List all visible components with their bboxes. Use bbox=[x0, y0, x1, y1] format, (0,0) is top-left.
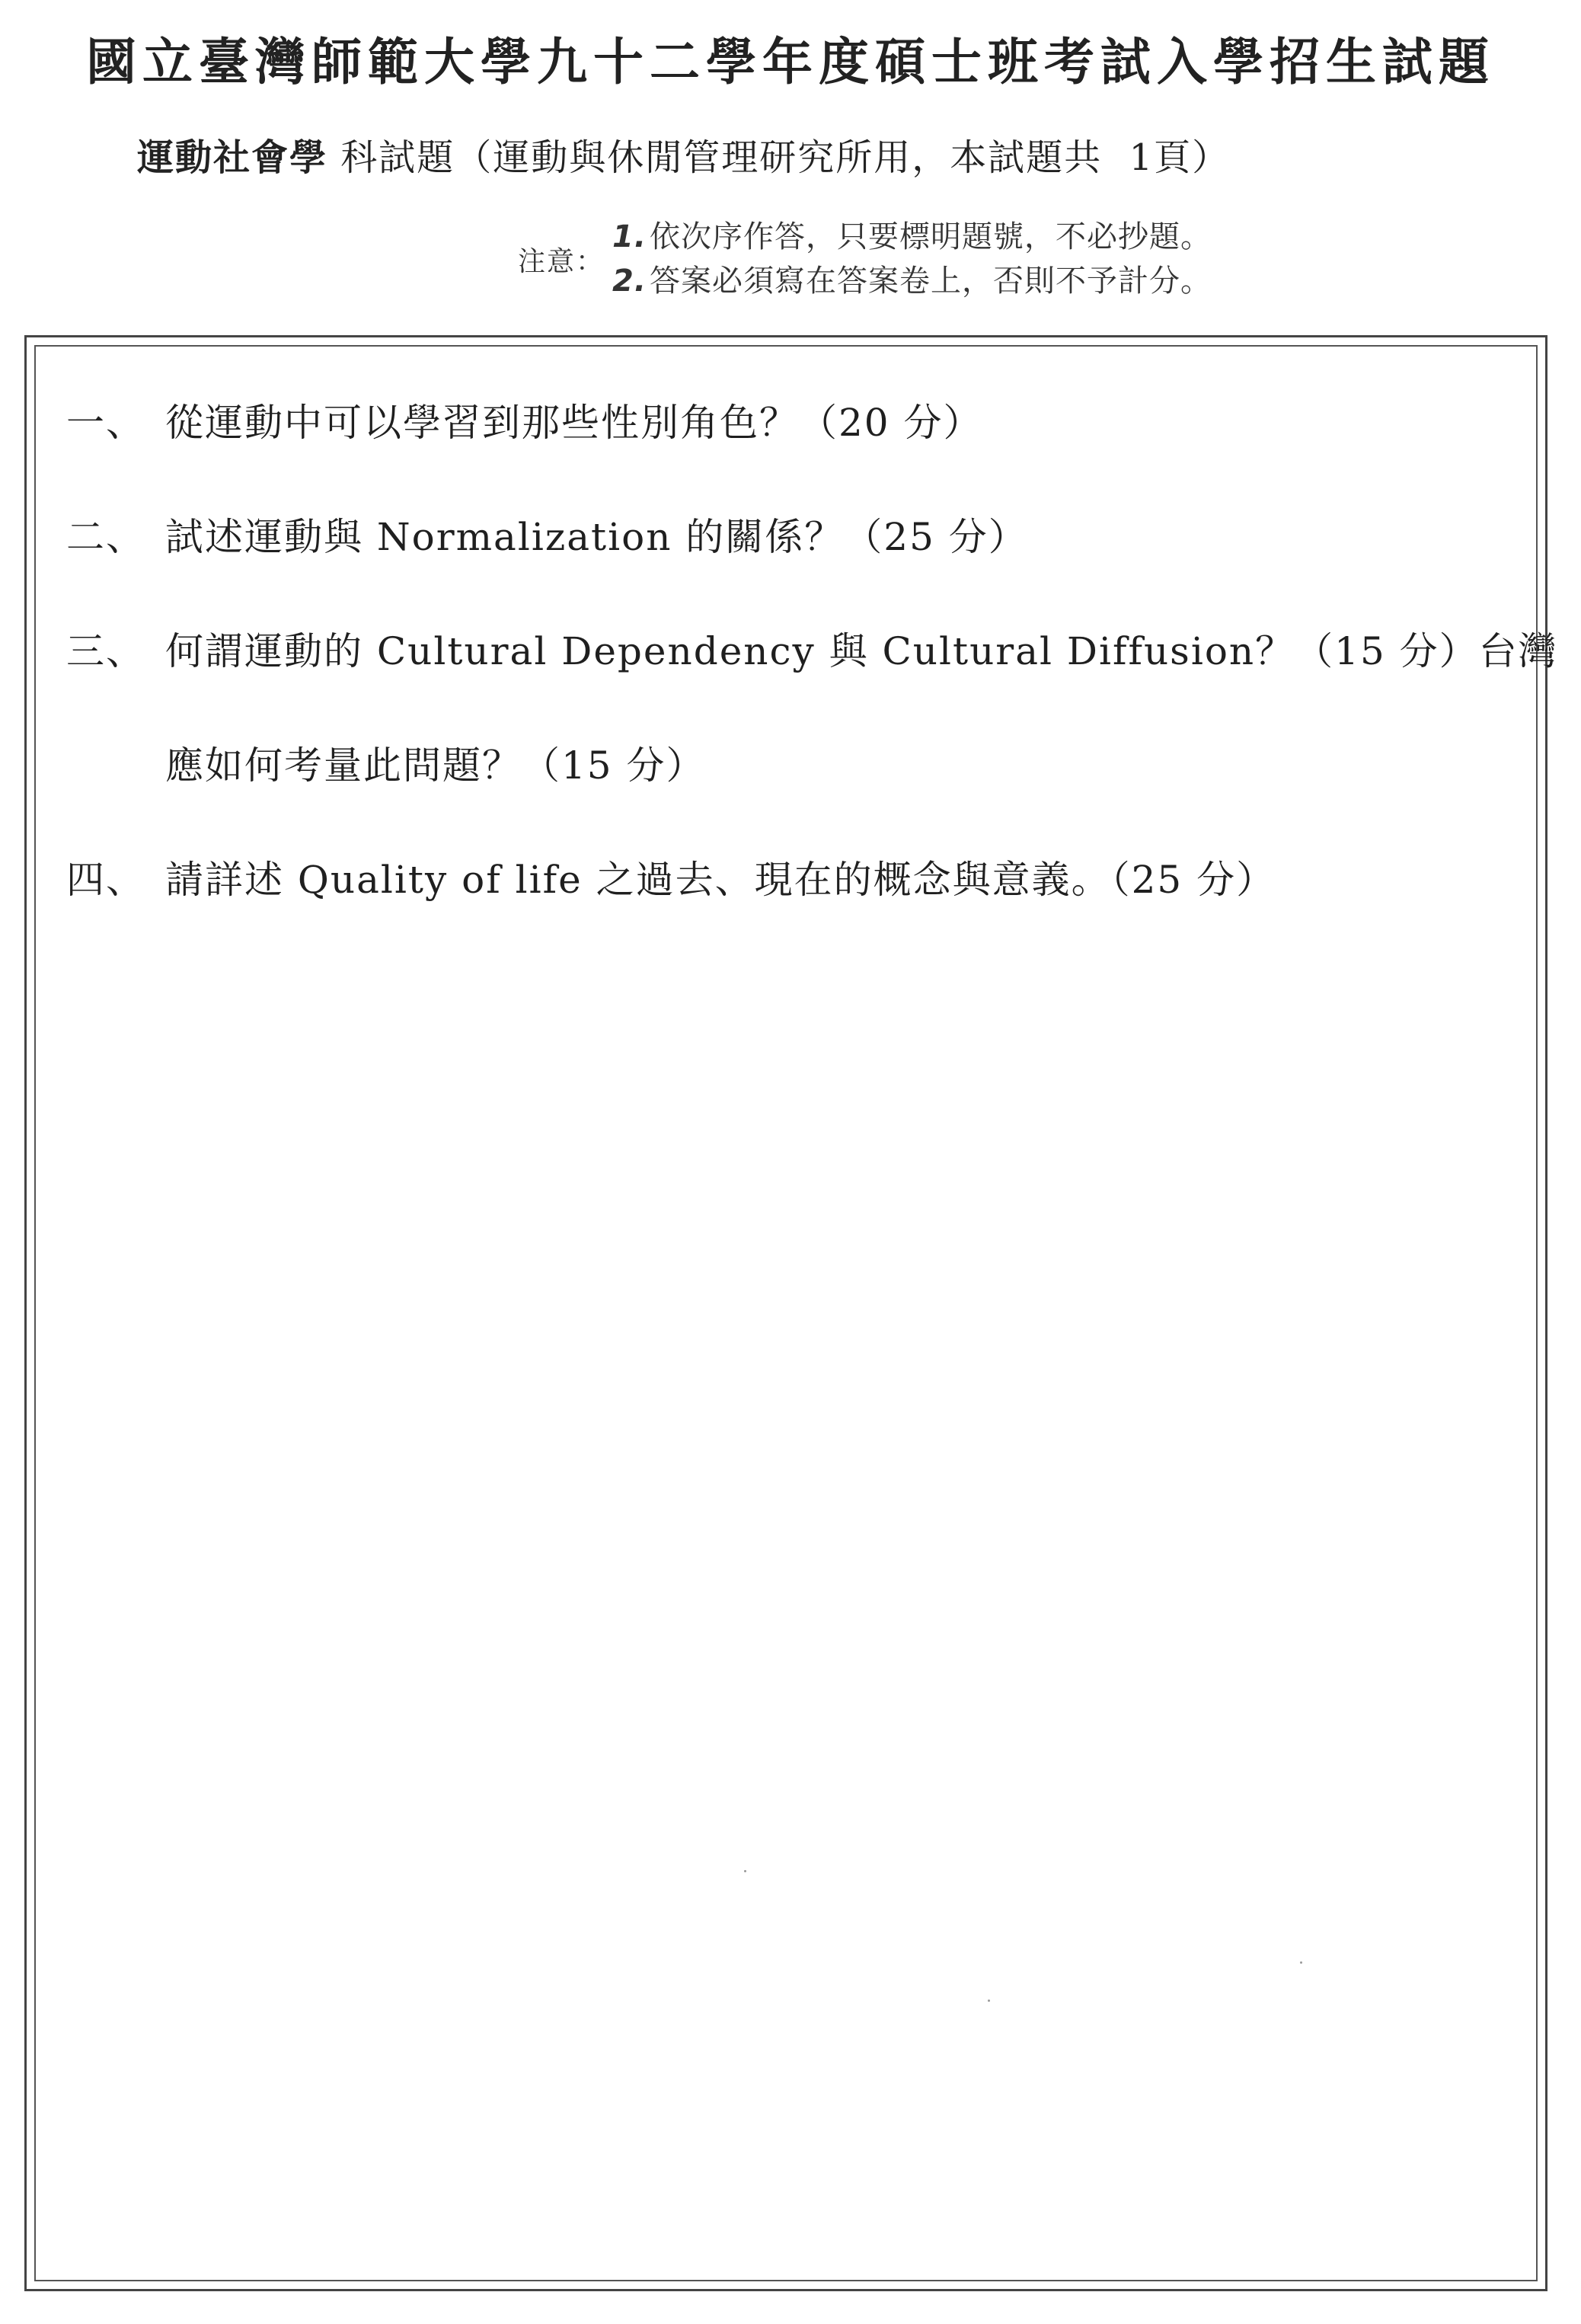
question-2 bbox=[66, 507, 1028, 561]
question-frame bbox=[24, 335, 1558, 2291]
subject-suffix: 科試題（運動與休閒管理研究所用，本試題共 bbox=[340, 136, 1103, 179]
subject-line bbox=[137, 128, 1230, 181]
page-count: 1頁） bbox=[1129, 136, 1231, 179]
notice-item-text: 答案必須寫在答案卷上，否則不予計分。 bbox=[650, 264, 1212, 299]
question-4 bbox=[66, 849, 1276, 904]
question-3-continuation: 應如何考量此問題？（15 分） bbox=[165, 743, 706, 788]
question-number: 一、 bbox=[66, 401, 145, 445]
notice-item-text: 依次序作答，只要標明題號，不必抄題。 bbox=[650, 219, 1212, 254]
notice-item-number: 2. bbox=[612, 264, 647, 299]
exam-title: 國立臺灣師範大學九十二學年度碩士班考試入學招生試題 bbox=[86, 32, 1495, 91]
scan-speck bbox=[744, 1870, 746, 1872]
question-number: 四、 bbox=[66, 858, 145, 902]
question-3 bbox=[66, 621, 1558, 676]
notice-item-number: 1. bbox=[612, 219, 647, 254]
question-text: 試述運動與 Normalization 的關係？（25 分） bbox=[165, 515, 1028, 559]
scan-speck bbox=[1300, 1961, 1302, 1964]
notice bbox=[518, 215, 1212, 303]
question-frame-inner bbox=[34, 345, 1558, 2281]
question-text: 何謂運動的 Cultural Dependency 與 Cultural Diffusion？（15 分）台灣 bbox=[165, 629, 1558, 673]
scan-speck bbox=[988, 2000, 990, 2002]
question-1 bbox=[66, 392, 983, 447]
notice-item bbox=[612, 259, 1212, 303]
question-number: 二、 bbox=[66, 515, 145, 559]
notice-items bbox=[612, 215, 1212, 303]
question-number: 三、 bbox=[66, 629, 145, 673]
subject-name: 運動社會學 bbox=[137, 136, 328, 179]
question-text: 從運動中可以學習到那些性別角色？（20 分） bbox=[165, 401, 983, 445]
notice-item bbox=[612, 215, 1212, 259]
notice-label: 注意： bbox=[518, 245, 605, 277]
question-text: 請詳述 Quality of life 之過去、現在的概念與意義。（25 分） bbox=[165, 858, 1276, 902]
